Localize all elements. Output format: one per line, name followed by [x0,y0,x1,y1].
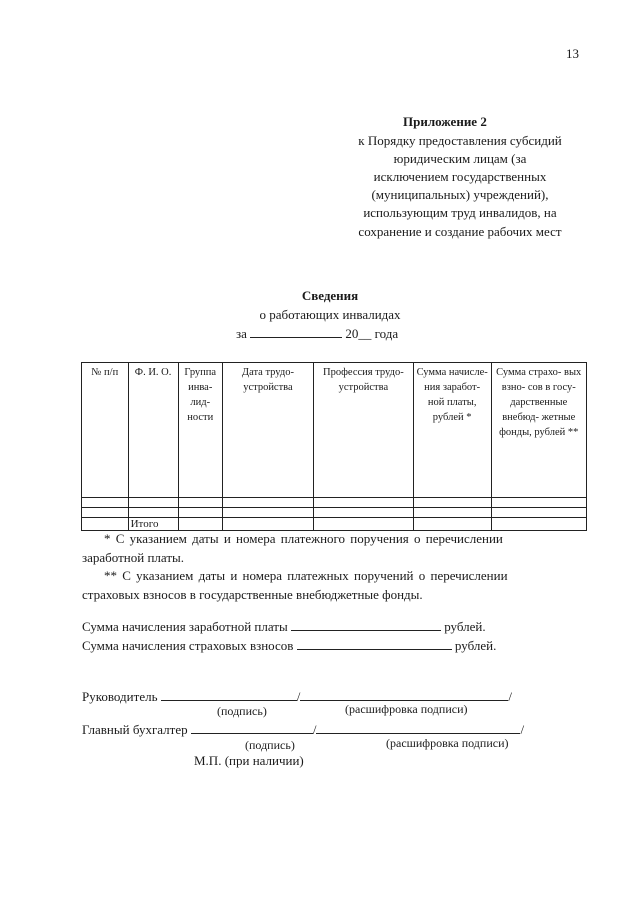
footnote-salary: * С указанием даты и номера платежного поручения о перечислении [104,531,503,546]
period-year: 20__ года [345,326,399,341]
footnote-insurance-cont: страховых взносов в государственные внебюджетные фонды. [82,587,423,602]
table-cell[interactable] [313,508,413,518]
table-total-row [82,518,587,531]
table-row [82,498,587,508]
table-cell[interactable] [82,508,129,518]
accountant-label: Главный бухгалтер [82,722,188,737]
table-cell[interactable] [82,498,129,508]
document-subtitle: о работающих инвалидах [259,307,401,322]
table-cell[interactable] [413,498,491,508]
column-header-employment-date: Дата трудо- устройства [222,363,313,498]
table-cell [313,518,413,531]
seal-note: М.П. (при наличии) [194,753,304,768]
insurance-sum-line [82,637,496,654]
head-signature-blank[interactable] [161,688,297,701]
accountant-signature-caption: (подпись) [245,738,295,752]
table-cell[interactable] [222,498,313,508]
accountant-signature-line: Главный бухгалтер / / [82,722,525,737]
column-header-disability-group: Группа инва- лид- ности [178,363,222,498]
column-header-insurance: Сумма страхо- вых взно- сов в госу- дарственные внебюд- жетные фонды, рублей ** [491,363,587,498]
table-cell[interactable] [491,518,587,531]
head-label: Руководитель [82,689,158,704]
accountant-signature-blank[interactable] [191,721,313,734]
column-header-salary: Сумма начисле- ния заработ- ной платы, рублей * [413,363,491,498]
table-cell[interactable] [491,498,587,508]
appendix-line: (муниципальных) учреждений), [371,187,549,202]
appendix-line: исключением государственных [373,169,547,184]
table-cell[interactable] [128,498,178,508]
footnote-salary-cont: заработной платы. [82,550,185,565]
period-blank[interactable] [250,325,342,338]
insurance-sum-currency: рублей. [454,638,497,653]
table-cell[interactable] [128,508,178,518]
salary-sum-currency: рублей. [444,619,486,634]
appendix-title: Приложение 2 [403,114,487,129]
table-cell [178,518,222,531]
accountant-decoding-caption: (расшифровка подписи) [386,736,509,750]
table-cell [222,518,313,531]
reporting-period [236,325,398,342]
appendix-line: к Порядку предоставления субсидий [358,133,562,148]
insurance-sum-label: Сумма начисления страховых взносов [82,638,294,653]
accountant-decoding-blank[interactable] [316,721,520,734]
table-header-row [82,363,587,498]
salary-sum-line [82,618,486,635]
appendix-line: сохранение и создание рабочих мест [358,224,562,239]
document-title: Сведения [301,288,359,303]
column-header-number: № п/п [82,363,129,498]
disabled-workers-table [81,362,587,531]
head-signature-line: Руководитель / / [82,689,512,704]
table-cell[interactable] [313,498,413,508]
salary-sum-blank[interactable] [291,618,441,631]
table-cell[interactable] [222,508,313,518]
total-label: Итого [128,518,178,531]
table-row [82,508,587,518]
page-number: 13 [566,46,579,61]
column-header-name: Ф. И. О. [128,363,178,498]
appendix-line: использующим труд инвалидов, на [363,205,557,220]
head-decoding-blank[interactable] [300,688,508,701]
insurance-sum-blank[interactable] [297,637,452,650]
table-cell [82,518,129,531]
salary-sum-label: Сумма начисления заработной платы [82,619,288,634]
table-cell[interactable] [413,518,491,531]
table-cell[interactable] [491,508,587,518]
table-cell[interactable] [413,508,491,518]
appendix-line: юридическим лицам (за [393,151,527,166]
footnote-insurance: ** С указанием даты и номера платежных поручений о перечислении [104,568,508,583]
period-prefix: за [236,326,247,341]
table-cell[interactable] [178,508,222,518]
head-decoding-caption: (расшифровка подписи) [345,702,468,716]
head-signature-caption: (подпись) [217,704,267,718]
table-cell[interactable] [178,498,222,508]
column-header-profession: Профессия трудо- устройства [313,363,413,498]
